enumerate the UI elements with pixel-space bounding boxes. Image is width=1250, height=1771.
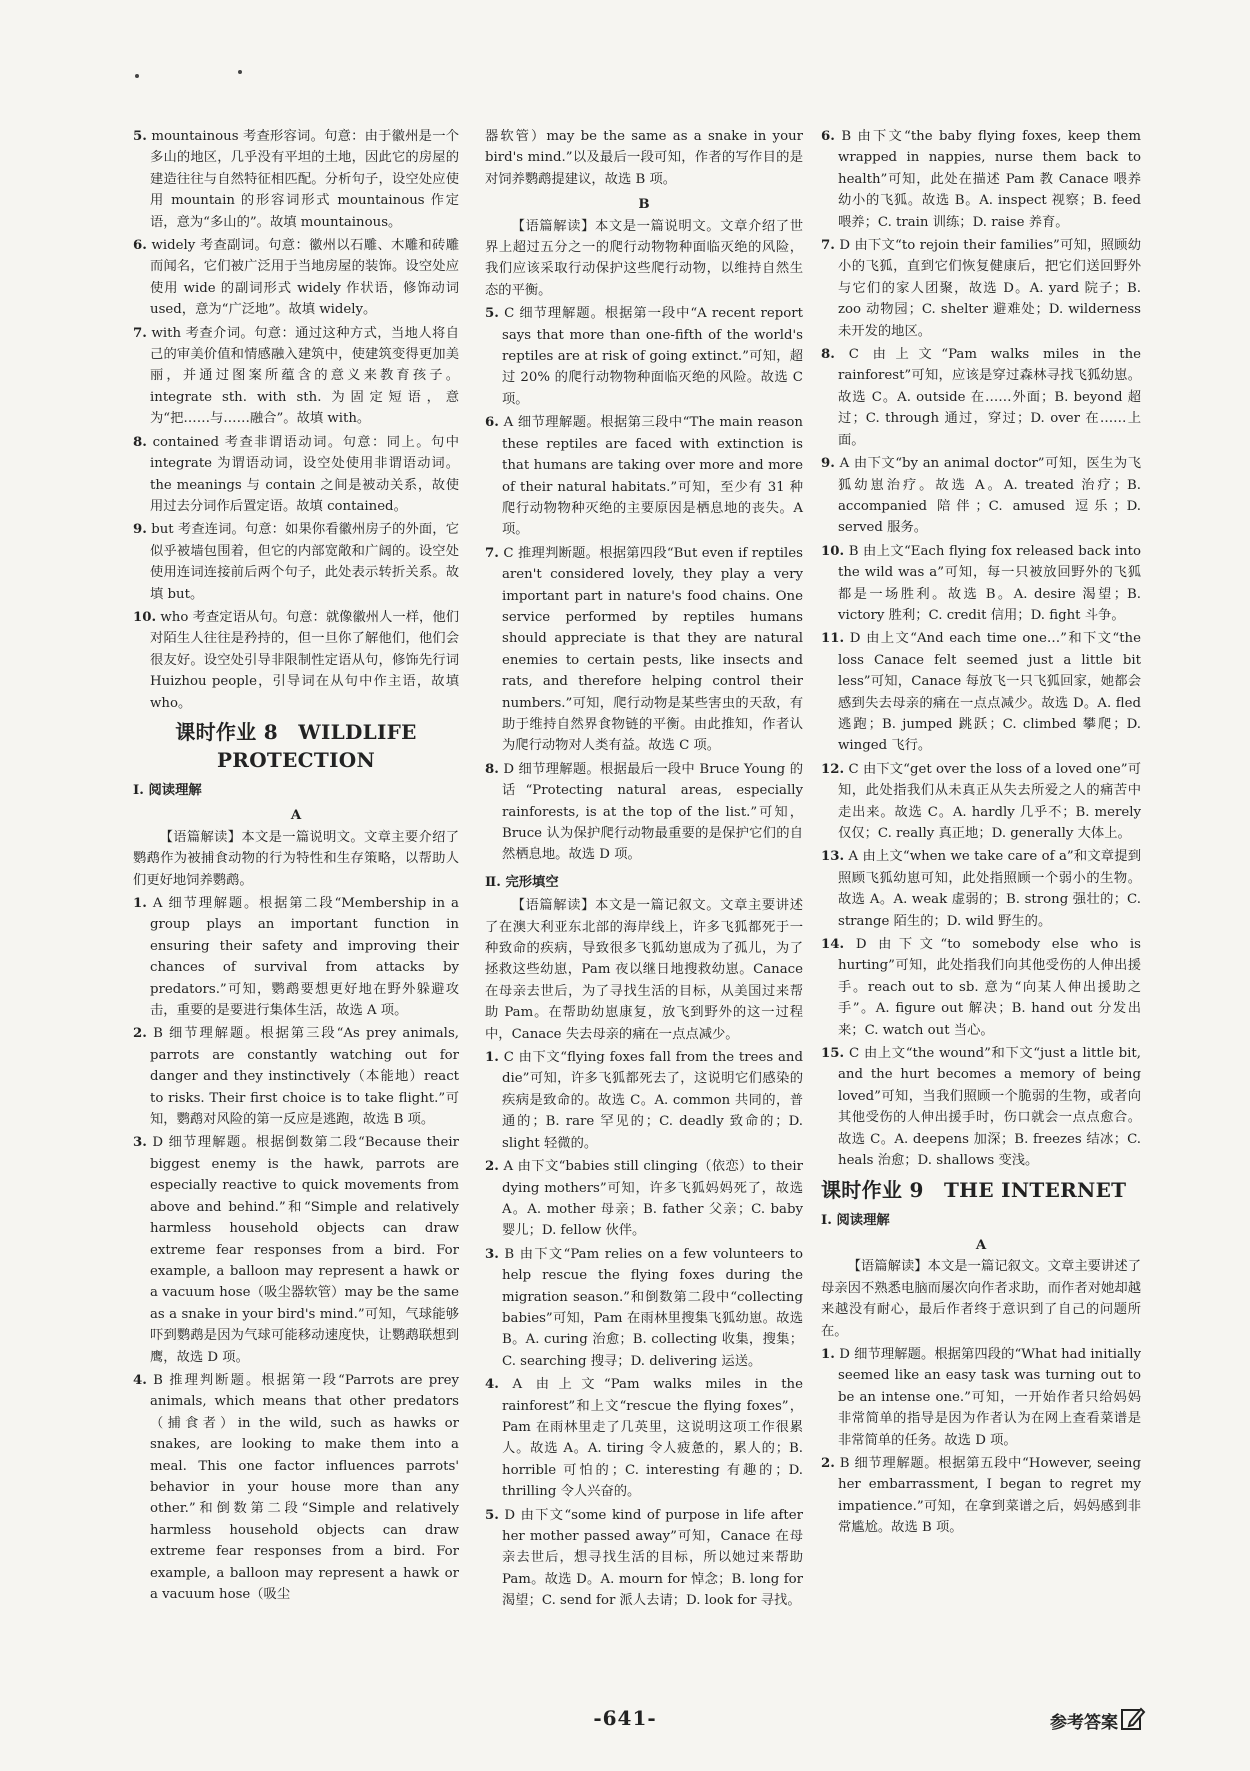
answer-number: 8.	[133, 434, 147, 450]
answer-number: 1.	[485, 1050, 499, 1066]
part-heading: Ⅰ. 阅读理解	[133, 782, 202, 798]
answer-number: 2.	[821, 1455, 835, 1471]
answer-item	[821, 759, 1141, 845]
answer-text: B 由上文“Each flying fox released back into the wild was a”可知，每一只被放回野外的飞狐都是一场胜利。故选 B。A. desire 渴望；B. victory 胜利；C. credit 信用；D. fight 斗争。	[838, 543, 1141, 623]
answer-text: mountainous 考查形容词。句意：由于徽州是一个多山的地区，几乎没有平坦的土地，因此它的房屋的建造往往与自然特征相匹配。分析句子，设空处应使用 mountain 的形容词形式 mountainous 作定语，意为“多山的”。故填 mountainous。	[150, 129, 459, 230]
answer-text: B 推理判断题。根据第一段“Parrots are prey animals, which means that other predators（捕食者）in the wild, such as hawks or snakes, are looking to make them into a meal. This one factor influences parrots' behavior in your house more than any other.”和倒数第二段“Simple and relatively harmless household objects can draw extreme fear responses from a bird. For example, a balloon may represent a hawk or a vacuum hose（吸尘	[150, 1372, 459, 1602]
answer-number: 2.	[133, 1026, 147, 1042]
answer-number: 6.	[485, 415, 499, 431]
answer-text: C 推理判断题。根据第四段“But even if reptiles aren't considered lovely, they play a very important part in nature's food chains. One service performed by reptiles humans should appreciate is that they are natural enemies to certain pests, like insects and rats, and therefore helping control their numbers.”可知，爬行动物是某些害虫的天敌，有助于维持自然界食物链的平衡。由此推知，作者认为爬行动物对人类有益。故选 C 项。	[502, 545, 803, 754]
answer-text: D 细节理解题。根据第四段的“What had initially seemed like an easy task was turning out to be an intense one.”可知，一开始作者只给妈妈非常简单的指导是因为作者认为在网上查看菜谱是非常简单的任务。故选 D 项。	[838, 1346, 1141, 1448]
column-right	[821, 126, 1141, 1541]
answer-number: 14.	[821, 937, 845, 953]
answer-number: 9.	[133, 522, 147, 538]
answer-text: D 细节理解题。根据最后一段中 Bruce Young 的话“Protecting natural areas, especially rainforests, is at the top of the list.”可知，Bruce 认为保护爬行动物最重要的是保护它们的自然栖息地。故选 D 项。	[502, 761, 803, 863]
answer-text: D 由上文“And each time one…”和下文“the loss Canace felt seemed just a little bit less”可知，Canace 每放飞一只飞狐回家，她都会感到失去母亲的痛在一点点减少。故选 D。A. fled 逃跑；B. jumped 跳跃；C. climbed 攀爬；D. winged 飞行。	[838, 631, 1141, 754]
answer-text: C 由上文“the wound”和下文“just a little bit, and the hurt becomes a memory of being loved”可知，当我们照顾一个脆弱的生物，或者向其他受伤的人伸出援手时，伤口就会一点点愈合。故选 C。A. deepens 加深；B. freezes 结冰；C. heals 治愈；D. shallows 变浅。	[838, 1046, 1141, 1169]
answer-text: but 考查连词。句意：如果你看徽州房子的外面，它似乎被墙包围着，但它的内部宽敞和广阔的。设空处使用连词连接前后两个句子，此处表示转折关系。故填 but。	[150, 522, 459, 602]
answer-number: 3.	[485, 1246, 499, 1262]
answer-item	[133, 126, 459, 233]
passage-intro: 【语篇解读】本文是一篇记叙文。文章主要讲述了在澳大利亚东北部的海岸线上，许多飞狐都死于一种致命的疾病，导致很多飞狐幼崽成为了孤儿，为了拯救这些幼崽，Pam 夜以继日地搜救幼崽。Canace 在母亲去世后，为了寻找生活的目标，从美国过来帮助 Pam。在帮助幼崽康复，放飞到野外的这一过程中，Canace 失去母亲的痛在一点点减少。	[485, 898, 803, 1042]
answer-item	[821, 235, 1141, 342]
passage-intro: 【语篇解读】本文是一篇说明文。文章主要介绍了鹦鹉作为被捕食动物的行为特性和生存策略，以帮助人们更好地饲养鹦鹉。	[133, 829, 459, 888]
answer-text: who 考查定语从句。句意：就像徽州人一样，他们对陌生人往往是矜持的，但一旦你了解他们，他们会很友好。设空处引导非限制性定语从句，修饰先行词 Huizhou people，引导词在从句中作主语，故填 who。	[150, 609, 459, 711]
answer-number: 15.	[821, 1046, 845, 1062]
passage-label: B	[638, 197, 650, 213]
answer-text: A 由下文“babies still clinging（依恋）to their dying mothers”可知，许多飞狐妈妈死了，故选 A。A. mother 母亲；B. father 父亲；C. baby 婴儿；D. fellow 伙伴。	[502, 1159, 803, 1239]
answer-number: 1.	[821, 1346, 835, 1362]
answer-item	[821, 1043, 1141, 1171]
part-heading: Ⅰ. 阅读理解	[821, 1212, 890, 1228]
section-title-8: 课时作业 8 WILDLIFE PROTECTION	[175, 719, 417, 772]
answer-number: 8.	[821, 347, 835, 363]
answer-text: C 由下文“get over the loss of a loved one”可知，此处指我们从未真正从失去所爱之人的痛苦中走出来。故选 C。A. hardly 几乎不；B. merely 仅仅；C. really 真正地；D. generally 大体上。	[838, 761, 1141, 841]
answer-number: 4.	[485, 1377, 499, 1393]
answer-number: 2.	[485, 1159, 499, 1175]
answer-item	[821, 628, 1141, 756]
column-left	[133, 126, 459, 1607]
answer-item	[821, 541, 1141, 627]
answer-number: 7.	[485, 545, 499, 561]
page-number: -641-	[593, 1706, 657, 1730]
answer-item	[133, 519, 459, 605]
answer-item	[485, 543, 803, 757]
answer-text: D 细节理解题。根据倒数第二段“Because their biggest enemy is the hawk, parrots are especially reactive to quick movements from above and behind.”和“Simple and relatively harmless household objects can draw extreme fear responses from a bird. For example, a balloon may represent a hawk or a vacuum hose（吸尘器软管）may be the same as a snake in your bird's mind.”可知，气球能够吓到鹦鹉是因为气球可能移动速度快，让鹦鹉联想到鹰，故选 D 项。	[150, 1135, 459, 1365]
scan-mark	[238, 70, 242, 74]
answer-item	[485, 1156, 803, 1242]
answer-number: 5.	[485, 306, 499, 322]
answer-item	[821, 344, 1141, 451]
answer-number: 11.	[821, 631, 845, 647]
answer-text: D 由下文“some kind of purpose in life after her mother passed away”可知，Canace 在母亲去世后，想寻找生活的目标，所以她过来帮助 Pam。故选 D。A. mourn for 悼念；B. long for 渴望；C. send for 派人去请；D. look for 寻找。	[502, 1507, 803, 1609]
answer-number: 5.	[485, 1507, 499, 1523]
answer-item	[133, 1132, 459, 1367]
answer-item	[821, 453, 1141, 539]
answer-text: B 细节理解题。根据第三段“As prey animals, parrots are constantly watching out for danger and they instinctively（本能地）react to risks. Their first choice is to take flight.”可知，鹦鹉对风险的第一反应是逃跑，故选 B 项。	[150, 1026, 459, 1128]
answer-text: A 由上文“Pam walks miles in the rainforest”和上文“rescue the flying foxes”，Pam 在雨林里走了几英里，这说明这项工作很累人。故选 A。A. tiring 令人疲惫的，累人的；B. horrible 可怕的；C. interesting 有趣的；D. thrilling 令人兴奋的。	[502, 1377, 803, 1500]
footer-label: 参考答案	[1050, 1713, 1118, 1733]
answer-text: widely 考查副词。句意：徽州以石雕、木雕和砖雕而闻名，它们被广泛用于当地房屋的装饰。设空处应使用 wide 的副词形式 widely 作状语，修饰动词 used，意为“广泛地”。故填 widely。	[150, 238, 459, 318]
answer-text: A 由上文“when we take care of a”和文章提到照顾飞狐幼崽可知，此处指照顾一个弱小的生物。故选 A。A. weak 虚弱的；B. strong 强壮的；C. strange 陌生的；D. wild 野生的。	[838, 849, 1141, 929]
passage-label: A	[975, 1237, 987, 1253]
scan-mark	[135, 74, 139, 78]
column-middle	[485, 126, 803, 1614]
answer-text: B 由下文“Pam relies on a few volunteers to help rescue the flying foxes during the migration season.”和倒数第二段中“collecting babies”可知，Pam 在雨林里搜集飞狐幼崽。故选 B。A. curing 治愈；B. collecting 收集，搜集；C. searching 搜寻；D. delivering 运送。	[502, 1246, 803, 1369]
pen-icon	[1120, 1706, 1146, 1732]
answer-item	[485, 1047, 803, 1154]
answer-text: C 细节理解题。根据第一段中“A recent report says that more than one-fifth of the world's reptiles are at risk of going extinct.”可知，超过 20% 的爬行动物物种面临灭绝的风险。故选 C 项。	[502, 306, 803, 407]
answer-item	[821, 846, 1141, 932]
answer-number: 5.	[133, 129, 147, 144]
answer-text: D 由下文“to rejoin their families”可知，照顾幼小的飞狐，直到它们恢复健康后，把它们送回野外与它们的家人团聚，故选 D。A. yard 院子；B. zoo 动物园；C. shelter 避难处；D. wilderness 未开发的地区。	[838, 238, 1141, 339]
continued-text: 器软管）may be the same as a snake in your bird's mind.”以及最后一段可知，作者的写作目的是对饲养鹦鹉提建议，故选 B 项。	[485, 129, 803, 187]
answer-item	[133, 235, 459, 321]
section-title-9: 课时作业 9 THE INTERNET	[821, 1177, 1127, 1202]
answer-item	[133, 607, 459, 714]
answer-number: 7.	[133, 325, 147, 341]
answer-number: 6.	[133, 238, 147, 254]
answer-item	[485, 412, 803, 540]
answer-text: B 由下文“the baby flying foxes, keep them wrapped in nappies, nurse them back to health”可知，此处在描述 Pam 教 Canace 喂养幼小的飞狐。故选 B。A. inspect 视察；B. feed 喂养；C. train 训练；D. raise 养育。	[838, 129, 1141, 230]
answer-text: A 细节理解题。根据第三段中“The main reason these reptiles are faced with extinction is that humans are taking over more and more of their natural habitats.”可知，至少有 31 种爬行动物物种灭绝的主要原因是栖息地的丧失。A 项。	[502, 415, 803, 538]
passage-intro: 【语篇解读】本文是一篇记叙文。文章主要讲述了母亲因不熟悉电脑而屡次向作者求助，而作者对她却越来越没有耐心，最后作者终于意识到了自己的问题所在。	[821, 1259, 1141, 1339]
answer-text: with 考查介词。句意：通过这种方式，当地人将自己的审美价值和情感融入建筑中，使建筑变得更加美丽，并通过图案所蕴含的意义来教育孩子。integrate sth. with sth. 为固定短语，意为“把……与……融合”。故填 with。	[150, 325, 459, 427]
answer-number: 13.	[821, 849, 845, 865]
answer-number: 6.	[821, 129, 835, 144]
answer-text: D 由下文“to somebody else who is hurting”可知，此处指我们向其他受伤的人伸出援手。reach out to sb. 意为“向某人伸出援助之手”。A. figure out 解决；B. hand out 分发出来；C. watch out 当心。	[838, 937, 1141, 1038]
answer-number: 4.	[133, 1372, 147, 1388]
answer-text: contained 考查非谓语动词。句意：同上。句中 integrate 为谓语动词，设空处使用非谓语动词。the meanings 与 contain 之间是被动关系，故使用过去分词作后置定语。故填 contained。	[150, 434, 459, 514]
answer-item	[133, 323, 459, 430]
answer-item	[133, 432, 459, 518]
answer-item	[133, 1370, 459, 1605]
passage-intro: 【语篇解读】本文是一篇说明文。文章介绍了世界上超过五分之一的爬行动物物种面临灭绝的风险，我们应该采取行动保护这些爬行动物，以维持自然生态的平衡。	[485, 218, 803, 298]
answer-number: 10.	[133, 609, 157, 625]
answer-item	[821, 1453, 1141, 1539]
answer-item	[133, 1023, 459, 1130]
part-heading: Ⅱ. 完形填空	[485, 874, 559, 890]
answer-text: C 由上文“Pam walks miles in the rainforest”可知，应该是穿过森林寻找飞狐幼崽。故选 C。A. outside 在……外面；B. beyond 超过；C. through 通过，穿过；D. over 在……上面。	[838, 347, 1141, 448]
passage-label: A	[290, 808, 302, 824]
answer-item	[485, 1374, 803, 1502]
answer-number: 12.	[821, 761, 845, 777]
answer-item	[821, 126, 1141, 233]
answer-item	[485, 759, 803, 866]
answer-number: 10.	[821, 543, 845, 559]
answer-number: 8.	[485, 761, 499, 777]
answer-item	[821, 934, 1141, 1041]
answer-item	[821, 1344, 1141, 1451]
answer-text: A 细节理解题。根据第二段“Membership in a group plays an important function in ensuring their safety and improving their chances of survival from attacks by predators.”可知，鹦鹉要想更好地在野外躲避攻击，重要的是要进行集体生活，故选 A 项。	[150, 896, 459, 1019]
answer-number: 9.	[821, 456, 835, 472]
answer-number: 1.	[133, 896, 147, 911]
answer-number: 7.	[821, 238, 835, 254]
answer-text: C 由下文“flying foxes fall from the trees and die”可知，许多飞狐都死去了，这说明它们感染的疾病是致命的。故选 C。A. common 共同的，普通的；B. rare 罕见的；C. deadly 致命的；D. slight 轻微的。	[502, 1050, 803, 1151]
answer-text: A 由下文“by an animal doctor”可知，医生为飞狐幼崽治疗。故选 A。A. treated 治疗；B. accompanied 陪伴；C. amused 逗乐；D. served 服务。	[838, 456, 1141, 536]
answer-number: 3.	[133, 1135, 147, 1151]
answer-text: B 细节理解题。根据第五段中“However, seeing her embarrassment, I began to regret my impatience.”可知，在拿到菜谱之后，妈妈感到非常尴尬。故选 B 项。	[838, 1455, 1141, 1536]
answer-item	[485, 1505, 803, 1612]
answer-item	[485, 1244, 803, 1372]
answer-item	[485, 303, 803, 410]
answer-item	[133, 893, 459, 1021]
